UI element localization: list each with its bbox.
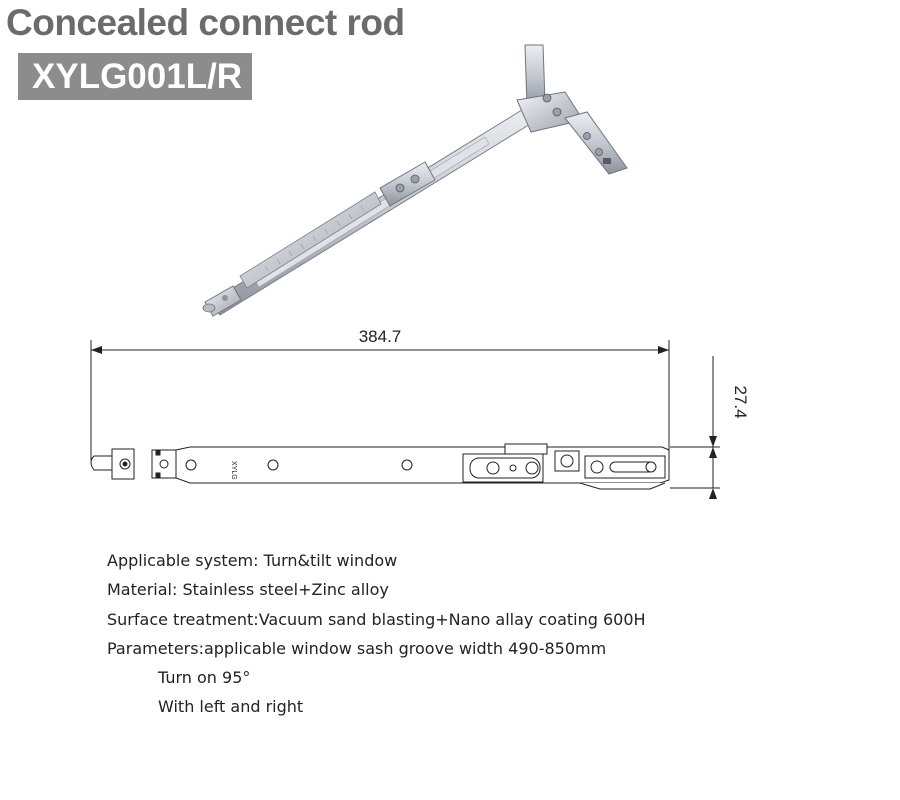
rod-arm (203, 105, 540, 316)
dimension-drawing (80, 320, 750, 500)
page-title: Concealed connect rod (6, 2, 405, 43)
spec-sides: With left and right (158, 697, 304, 717)
part-outline (91, 444, 669, 489)
model-badge: XYLG001L/R (18, 53, 252, 100)
spec-material: Material: Stainless steel+Zinc alloy (107, 580, 389, 600)
spec-parameters: Parameters:applicable window sash groove width 490-850mm (107, 638, 607, 658)
spec-surface: Surface treatment:Vacuum sand blasting+Nano allay coating 600H (107, 609, 646, 629)
height-label: 27.4 (731, 385, 750, 419)
spec-system: Applicable system: Turn&tilt window (107, 551, 398, 570)
product-image (195, 40, 645, 320)
spec-turn: Turn on 95° (158, 668, 251, 688)
body-stamp: XYLG (230, 461, 237, 480)
hinge-bracket (517, 45, 627, 174)
length-label: 384.7 (358, 327, 402, 346)
spec-list (107, 546, 646, 722)
